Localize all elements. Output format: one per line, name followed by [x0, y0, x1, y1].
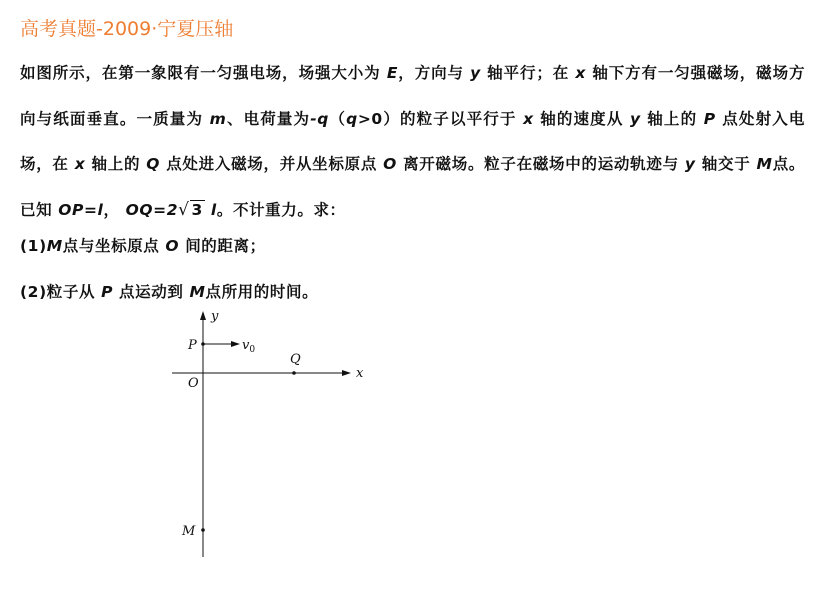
symbol-m: m — [209, 109, 227, 128]
text: 间的距离； — [185, 237, 266, 255]
text: 点处进入磁场，并从坐标原点 — [166, 155, 378, 173]
text: 轴平行；在 — [487, 64, 570, 82]
text: 轴的速度从 — [540, 109, 624, 128]
label-Q: Q — [290, 352, 301, 367]
symbol-P: P — [101, 283, 114, 301]
question-number: (1) — [20, 237, 47, 255]
symbol-O: O — [165, 237, 180, 255]
symbol-neg-q: -q — [310, 109, 329, 128]
point-Q — [292, 371, 296, 375]
symbol-P: P — [703, 109, 716, 128]
text: ，方向与 — [398, 64, 464, 82]
symbol-M: M — [189, 283, 206, 301]
physics-diagram — [160, 305, 380, 565]
text: （ — [328, 109, 347, 128]
symbol-y: y — [470, 64, 481, 82]
label-P: P — [188, 338, 197, 353]
x-axis-arrow-icon — [342, 370, 351, 376]
equation-OQ: OQ=2 — [125, 200, 179, 219]
y-axis-arrow-icon — [200, 311, 206, 320]
label-O: O — [188, 376, 199, 391]
text: 粒子从 — [46, 283, 96, 301]
label-v: v — [242, 338, 250, 353]
text: 轴上的 — [647, 109, 698, 128]
text: 点。已知 — [20, 155, 806, 219]
text: >0）的粒子以平行于 — [357, 109, 517, 128]
symbol-M: M — [756, 155, 773, 173]
symbol-E: E — [386, 64, 399, 82]
velocity-arrowhead-icon — [231, 341, 240, 347]
text: ， — [103, 200, 120, 219]
text: 、电荷量为 — [226, 109, 311, 128]
symbol-M: M — [46, 237, 63, 255]
symbol-x: x — [575, 64, 587, 82]
y-axis-label: y — [211, 309, 219, 324]
equation-OP: OP=l — [58, 200, 104, 219]
question-number: (2) — [20, 283, 47, 301]
symbol-q: q — [346, 109, 358, 128]
label-v0 — [242, 338, 255, 355]
symbol-l: l — [210, 200, 217, 219]
sqrt-expression — [178, 188, 205, 234]
problem-statement — [20, 51, 805, 233]
label-M: M — [182, 524, 196, 539]
x-axis-label: x — [356, 366, 364, 381]
symbol-y: y — [684, 155, 696, 173]
label-v-subscript: 0 — [249, 345, 256, 355]
point-M — [201, 528, 205, 532]
text: 点处射入电场，在 — [20, 109, 805, 173]
text: 轴下方有一匀强磁场，磁场方向与纸面垂直。一质量为 — [20, 64, 806, 128]
symbol-O: O — [383, 155, 397, 173]
text: 。不计重力。求： — [216, 200, 346, 219]
page-title: 高考真题-2009·宁夏压轴 — [20, 18, 234, 40]
symbol-x: x — [523, 109, 534, 128]
symbol-Q: Q — [146, 155, 161, 173]
symbol-x: x — [74, 155, 86, 173]
question-1 — [20, 234, 266, 256]
text: 轴交于 — [701, 155, 751, 173]
symbol-y: y — [630, 109, 641, 128]
text: 点与坐标原点 — [62, 237, 160, 255]
radicand: 3 — [191, 200, 203, 219]
radical-sign-icon: √ — [178, 199, 190, 220]
text: 点所用的时间。 — [205, 283, 319, 301]
question-2 — [20, 280, 318, 302]
text: 点运动到 — [119, 283, 184, 301]
text: 如图所示，在第一象限有一匀强电场，场强大小为 — [20, 64, 381, 82]
text: 轴上的 — [91, 155, 141, 173]
text: 离开磁场。粒子在磁场中的运动轨迹与 — [403, 155, 679, 173]
